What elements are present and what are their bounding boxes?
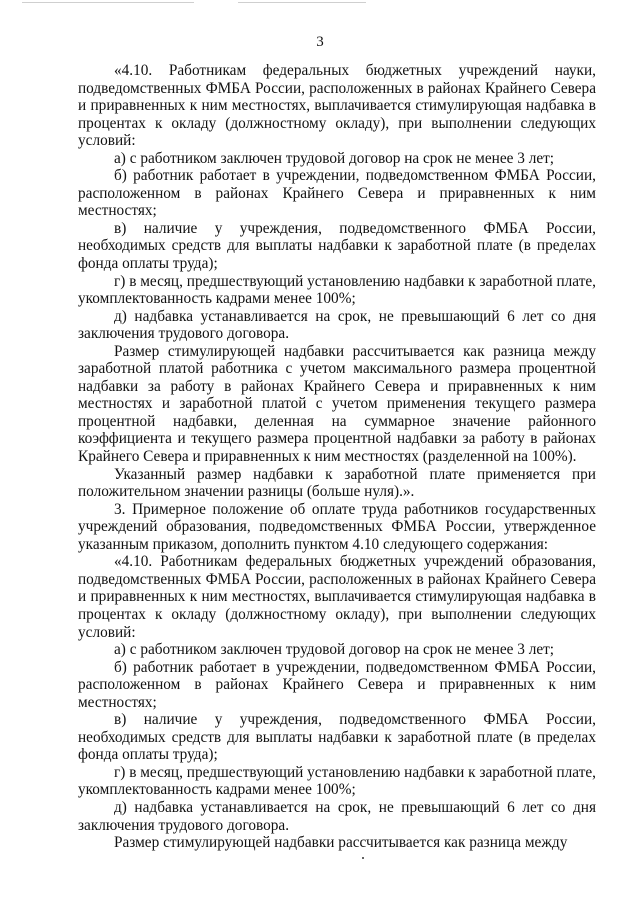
header-rule-left	[22, 2, 194, 3]
paragraph: в) наличие у учреждения, подведомственного ФМБА России, необходимых средств для выплаты надбавки к заработной плате (в пределах фонда оплаты труда);	[78, 219, 596, 273]
paragraph: д) надбавка устанавливается на срок, не превышающий 6 лет со дня заключения трудового договора.	[78, 798, 596, 834]
paragraph: в) наличие у учреждения, подведомственного ФМБА России, необходимых средств для выплаты надбавки к заработной плате (в пределах фонда оплаты труда);	[78, 711, 596, 764]
paragraph: а) с работником заключен трудовой договор на срок не менее 3 лет;	[114, 641, 555, 659]
page-number: 3	[316, 34, 324, 50]
body-text	[78, 62, 596, 852]
paragraph: г) в месяц, предшествующий установлению надбавки к заработной плате, укомплектованность кадрами менее 100%;	[78, 763, 596, 799]
paragraph: д) надбавка устанавливается на срок, не превышающий 6 лет со дня заключения трудового договора.	[78, 307, 596, 343]
paragraph: Указанный размер надбавки к заработной плате применяется при положительном значении разницы (больше нуля).».	[78, 465, 596, 501]
paragraph: г) в месяц, предшествующий установлению надбавки к заработной плате, укомплектованность кадрами менее 100%;	[78, 272, 596, 308]
paragraph: б) работник работает в учреждении, подведомственном ФМБА России, расположенном в районах Крайнего Севера и приравненных к ним местностях;	[78, 658, 596, 711]
paragraph: Размер стимулирующей надбавки рассчитывается как разница между заработной платой работника с учетом максимального размера процентной надбавки за работу в районах Крайнего Севера и приравненных к ним местностях и заработной платой с учетом применения текущего размера процентной надбавки, деленная на суммарное значение районного коэффициента и текущего размера процентной надбавки за работу в районах Крайнего Севера и приравненных к ним местностях (разделенной на 100%).	[78, 342, 596, 466]
paragraph: б) работник работает в учреждении, подведомственном ФМБА России, расположенном в районах Крайнего Севера и приравненных к ним местностях;	[78, 167, 596, 220]
paragraph: 3. Примерное положение об оплате труда работников государственных учреждений образования, подведомственных ФМБА России, утвержденное указанным приказом, дополнить пунктом 4.10 следующего содержания:	[78, 500, 596, 553]
paragraph: «4.10. Работникам федеральных бюджетных учреждений науки, подведомственных ФМБА России, расположенных в районах Крайнего Севера и приравненных к ним местностях, выплачивается стимулирующая надбавка в процентах к окладу (должностному окладу), при выполнении следующих условий:	[78, 62, 596, 150]
header-rule-right	[238, 2, 366, 3]
paragraph: Размер стимулирующей надбавки рассчитывается как разница между	[114, 834, 568, 852]
paragraph: «4.10. Работникам федеральных бюджетных учреждений образования, подведомственных ФМБА России, расположенных в районах Крайнего Севера и приравненных к ним местностях, выплачивается стимулирующая надбавка в процентах к окладу (должностному окладу), при выполнении следующих условий:	[78, 553, 596, 641]
paragraph: а) с работником заключен трудовой договор на срок не менее 3 лет;	[114, 149, 555, 167]
scan-speck	[362, 857, 364, 859]
